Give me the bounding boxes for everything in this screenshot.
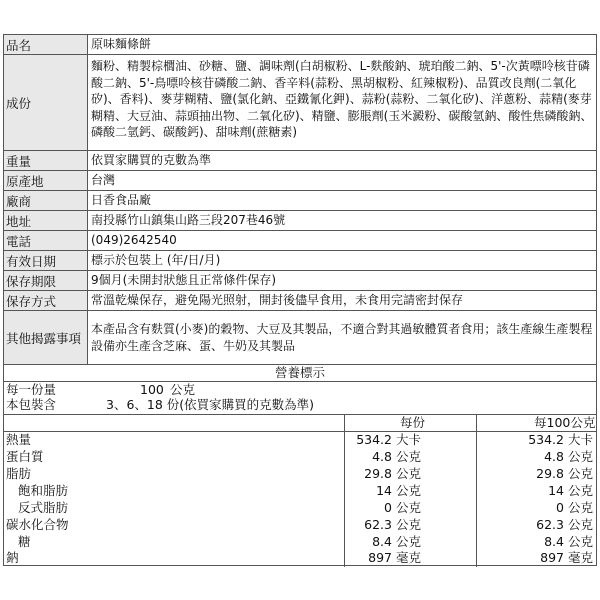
- nutrient-name: 蛋白質: [6, 449, 44, 464]
- info-value: 9個月(未開封狀態且正常條件保存): [91, 273, 276, 288]
- info-key: 廠商: [4, 191, 88, 210]
- info-row-storage: [4, 291, 596, 311]
- info-key: 地址: [4, 211, 88, 230]
- package-label: 本包裝含: [6, 397, 57, 412]
- nutrient-unit: 公克: [568, 483, 594, 498]
- info-value: 南投縣竹山鎮集山路三段207巷46號: [91, 213, 286, 228]
- column-divider: [476, 414, 477, 567]
- nutrient-per-serving: 14: [376, 483, 392, 498]
- nutrient-per-serving: 0: [384, 500, 392, 515]
- serving-value: 100: [140, 382, 164, 397]
- info-row-origin: [4, 171, 596, 191]
- info-key: 有效日期: [4, 251, 88, 270]
- nutrient-name: 熱量: [6, 432, 32, 447]
- serving-unit: 公克: [170, 382, 196, 397]
- info-value: 依買家購買的克數為準: [91, 153, 212, 168]
- product-label: [3, 34, 597, 566]
- nutrient-per-serving: 8.4: [372, 534, 392, 549]
- info-key: 保存方式: [4, 291, 88, 310]
- divider: [4, 414, 596, 415]
- col-per-100g: 每100公克: [534, 415, 596, 430]
- info-key: 保存期限: [4, 271, 88, 290]
- nutrient-unit: 公克: [396, 500, 422, 515]
- info-row-manufacturer: [4, 191, 596, 211]
- info-value: (049)2642540: [91, 233, 177, 248]
- info-value: 原味麵條餅: [91, 37, 152, 52]
- nutrient-name: 脂肪: [6, 466, 32, 481]
- info-value: 日香食品廠: [91, 193, 152, 208]
- nutrient-per-serving: 897: [368, 550, 392, 565]
- package-value: 3、6、18 份(依買家購買的克數為準): [106, 397, 315, 412]
- nutrient-per-100g: 29.8: [536, 466, 564, 481]
- info-value: 麵粉、精製棕櫚油、砂糖、鹽、調味劑(白胡椒粉、L-麩酸鈉、琥珀酸二鈉、5'-次黃嘌呤核苷磷酸二鈉、5'-鳥嘌呤核苷磷酸二鈉、香辛料(蒜粉、黑胡椒粉、紅辣椒粉)、品質改良劑(二氧化矽)、香料)、麥芽糊精、鹽(氯化鈉、亞鐵氰化鉀)、蒜粉(蒜粉、二氧化矽)、洋蔥粉、蒜精(麥芽糊精、大豆油、蒜頭抽出物、二氧化矽)、精鹽、膨脹劑(玉米澱粉、碳酸氫鈉、酸性焦磷酸鈉、磷酸二氫鈣、碳酸鈣)、甜味劑(蔗糖素): [91, 59, 593, 139]
- nutrient-name: 碳水化合物: [6, 517, 69, 532]
- nutrient-unit: 大卡: [568, 432, 594, 447]
- nutrient-unit: 毫克: [396, 550, 422, 565]
- info-key: 重量: [4, 151, 88, 170]
- nutrient-per-100g: 534.2: [528, 432, 564, 447]
- info-row-shelf-life: [4, 271, 596, 291]
- nutrient-name: 鈉: [6, 550, 19, 565]
- nutrient-name: 飽和脂肪: [18, 483, 69, 498]
- nutrient-unit: 公克: [568, 517, 594, 532]
- nutrient-per-100g: 4.8: [544, 449, 564, 464]
- nutrient-per-serving: 534.2: [356, 432, 392, 447]
- info-key: 成份: [4, 55, 88, 150]
- nutrient-per-100g: 14: [548, 483, 564, 498]
- nutrient-per-100g: 8.4: [544, 534, 564, 549]
- nutrient-unit: 公克: [396, 449, 422, 464]
- info-row-address: [4, 211, 596, 231]
- info-value: 常溫乾燥保存，避免陽光照射，開封後儘早食用，未食用完請密封保存: [91, 293, 464, 308]
- info-value: 本產品含有麩質(小麥)的穀物、大豆及其製品，不適合對其過敏體質者食用；該生產線生產製程設備亦生產含芝麻、蛋、牛奶及其製品: [91, 322, 593, 353]
- col-per-serving: 每份: [400, 415, 426, 430]
- nutrient-unit: 公克: [568, 466, 594, 481]
- nutrient-per-100g: 62.3: [536, 517, 564, 532]
- serving-label: 每一份量: [6, 382, 57, 397]
- info-row-disclosure: [4, 311, 596, 365]
- nutrient-per-serving: 29.8: [364, 466, 392, 481]
- info-value: 台灣: [91, 173, 116, 188]
- nutrient-unit: 公克: [568, 534, 594, 549]
- info-row-phone: [4, 231, 596, 251]
- nutrient-unit: 大卡: [396, 432, 422, 447]
- nutrient-unit: 毫克: [568, 550, 594, 565]
- nutrient-per-serving: 62.3: [364, 517, 392, 532]
- nutrient-unit: 公克: [568, 449, 594, 464]
- info-key: 其他揭露事項: [4, 311, 88, 364]
- nutrient-per-100g: 0: [556, 500, 564, 515]
- info-value: 標示於包裝上 (年/日/月): [91, 253, 221, 268]
- nutrient-unit: 公克: [396, 517, 422, 532]
- nutrition-title: 營養標示: [4, 365, 596, 382]
- info-row-name: [4, 35, 596, 55]
- nutrient-unit: 公克: [568, 500, 594, 515]
- nutrient-name: 糖: [18, 534, 31, 549]
- info-row-ingredients: [4, 55, 596, 151]
- info-key: 電話: [4, 231, 88, 250]
- nutrient-per-serving: 4.8: [372, 449, 392, 464]
- divider: [4, 431, 596, 432]
- info-row-expiry: [4, 251, 596, 271]
- info-row-weight: [4, 151, 596, 171]
- nutrient-unit: 公克: [396, 534, 422, 549]
- info-key: 品名: [4, 35, 88, 54]
- column-divider: [344, 414, 345, 567]
- info-key: 原產地: [4, 171, 88, 190]
- nutrient-unit: 公克: [396, 483, 422, 498]
- nutrient-per-100g: 897: [540, 550, 564, 565]
- nutrient-unit: 公克: [396, 466, 422, 481]
- nutrient-name: 反式脂肪: [18, 500, 69, 515]
